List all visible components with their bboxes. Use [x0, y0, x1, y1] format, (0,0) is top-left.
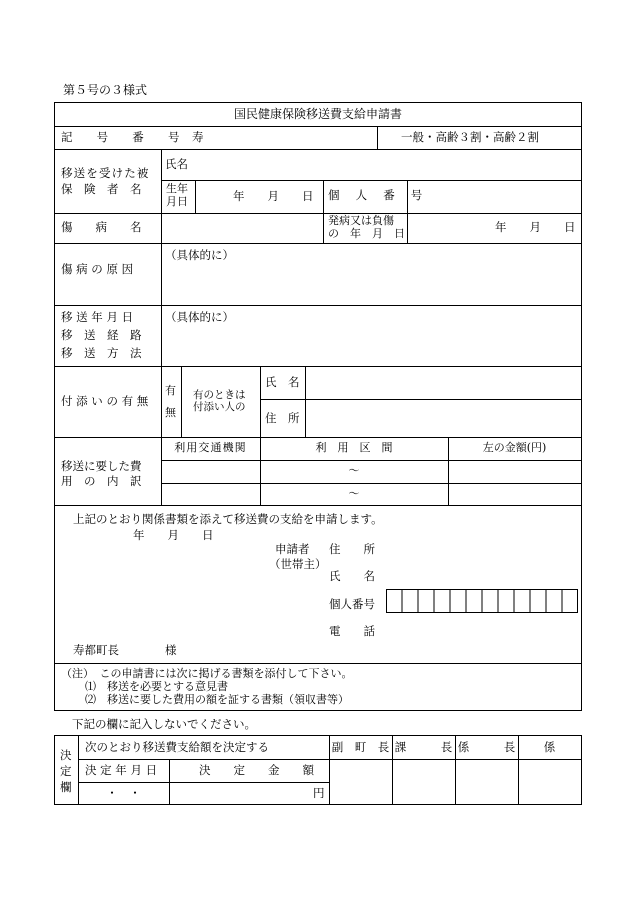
- costs-label-2: 用 の 内 訳: [61, 474, 142, 488]
- office-use-instruction: 下記の欄に記入しないでください。: [72, 717, 256, 731]
- decision-text: 次のとおり移送費支給額を決定する: [85, 740, 269, 754]
- form-number: 第５号の３様式: [63, 83, 148, 97]
- address-label: 住 所: [329, 542, 375, 556]
- attendant-if-yes-2: 付添い人の: [193, 401, 246, 413]
- recipient-label: 寿都町長: [73, 643, 119, 657]
- personal-number-label: 個 人 番 号: [328, 188, 425, 202]
- decision-side-2: 定: [60, 764, 72, 778]
- dob-label-2: 月日: [166, 195, 188, 208]
- note-item-1: ⑴ 移送を必要とする意見書: [85, 680, 228, 693]
- approver-subsection-chief: 係 長: [457, 740, 516, 754]
- costs-label-1: 移送に要した費: [61, 459, 142, 473]
- decision-yen: 円: [313, 786, 325, 800]
- approver-section-chief: 課 長: [394, 740, 453, 754]
- household-head-label: （世帯主）: [269, 557, 327, 571]
- attendant-no: 無: [165, 406, 176, 419]
- dob-label-1: 生年: [166, 182, 188, 195]
- symbol-number-label: 記 号 番 号: [61, 130, 186, 144]
- onset-date: 年 月 日: [495, 220, 576, 234]
- costs-header-transport: 利用交通機関: [174, 441, 247, 454]
- approver-deputy-mayor: 副 町 長: [331, 740, 390, 754]
- phone-label: 電 話: [329, 624, 375, 638]
- transport-route-label: 移 送 経 路: [61, 328, 142, 342]
- honorific-label: 様: [165, 643, 177, 657]
- declaration-text: 上記のとおり関係書類を添えて移送費の支給を申請します。: [73, 512, 383, 526]
- onset-label-1: 発病又は負傷: [328, 214, 394, 227]
- dob-date: 年 月 日: [233, 189, 314, 203]
- costs-tilde-1: ～: [348, 464, 360, 477]
- personal-number-boxes[interactable]: [386, 589, 578, 613]
- personal-number-grid: [386, 589, 578, 613]
- cause-hint: （具体的に）: [165, 248, 234, 262]
- costs-tilde-2: ～: [348, 487, 360, 500]
- attendant-name-label: 氏 名: [265, 375, 300, 389]
- cause-label: 傷 病 の 原 因: [61, 262, 134, 276]
- declaration-date: 年 月 日: [133, 528, 214, 542]
- attendant-if-yes-1: 有のときは: [193, 389, 246, 401]
- applicant-personal-number-label: 個人番号: [329, 597, 375, 611]
- decision-side-1: 決: [60, 748, 72, 762]
- form-title: 国民健康保険移送費支給申請書: [233, 107, 402, 121]
- onset-label-2: の 年 月 日: [328, 227, 405, 240]
- applicant-label: 申請者: [275, 542, 310, 556]
- transport-hint: （具体的に）: [165, 310, 234, 324]
- illness-label: 傷 病 名: [61, 220, 142, 234]
- costs-header-section: 利 用 区 間: [315, 441, 393, 454]
- insured-label-1: 移送を受けた被: [61, 166, 150, 180]
- symbol-prefix: 寿: [192, 130, 204, 144]
- costs-header-amount: 左の金額(円): [482, 441, 547, 454]
- insurance-category: 一般・高齢３割・高齢２割: [401, 130, 539, 144]
- attendant-yes: 有: [165, 384, 176, 397]
- name-label: 氏名: [165, 157, 188, 171]
- transport-method-label: 移 送 方 法: [61, 346, 142, 360]
- note-intro: （注） この申請書には次に掲げる書類を添付して下さい。: [61, 667, 353, 680]
- application-form: [54, 102, 582, 711]
- attendant-label: 付 添 い の 有 無: [61, 394, 149, 408]
- attendant-address-label: 住 所: [265, 411, 300, 425]
- decision-box: [54, 735, 582, 805]
- applicant-name-label: 氏 名: [329, 569, 375, 583]
- decision-date-value: ・ ・: [106, 786, 141, 800]
- note-item-2: ⑵ 移送に要した費用の額を証する書類（領収書等）: [85, 693, 349, 706]
- decision-date-label: 決 定 年 月 日: [85, 763, 158, 777]
- insured-label-2: 保 険 者 名: [61, 182, 142, 196]
- decision-side-3: 欄: [60, 780, 72, 794]
- transport-date-label: 移 送 年 月 日: [61, 310, 134, 324]
- decision-amount-label: 決 定 金 額: [199, 763, 314, 777]
- approver-staff: 係: [543, 740, 556, 754]
